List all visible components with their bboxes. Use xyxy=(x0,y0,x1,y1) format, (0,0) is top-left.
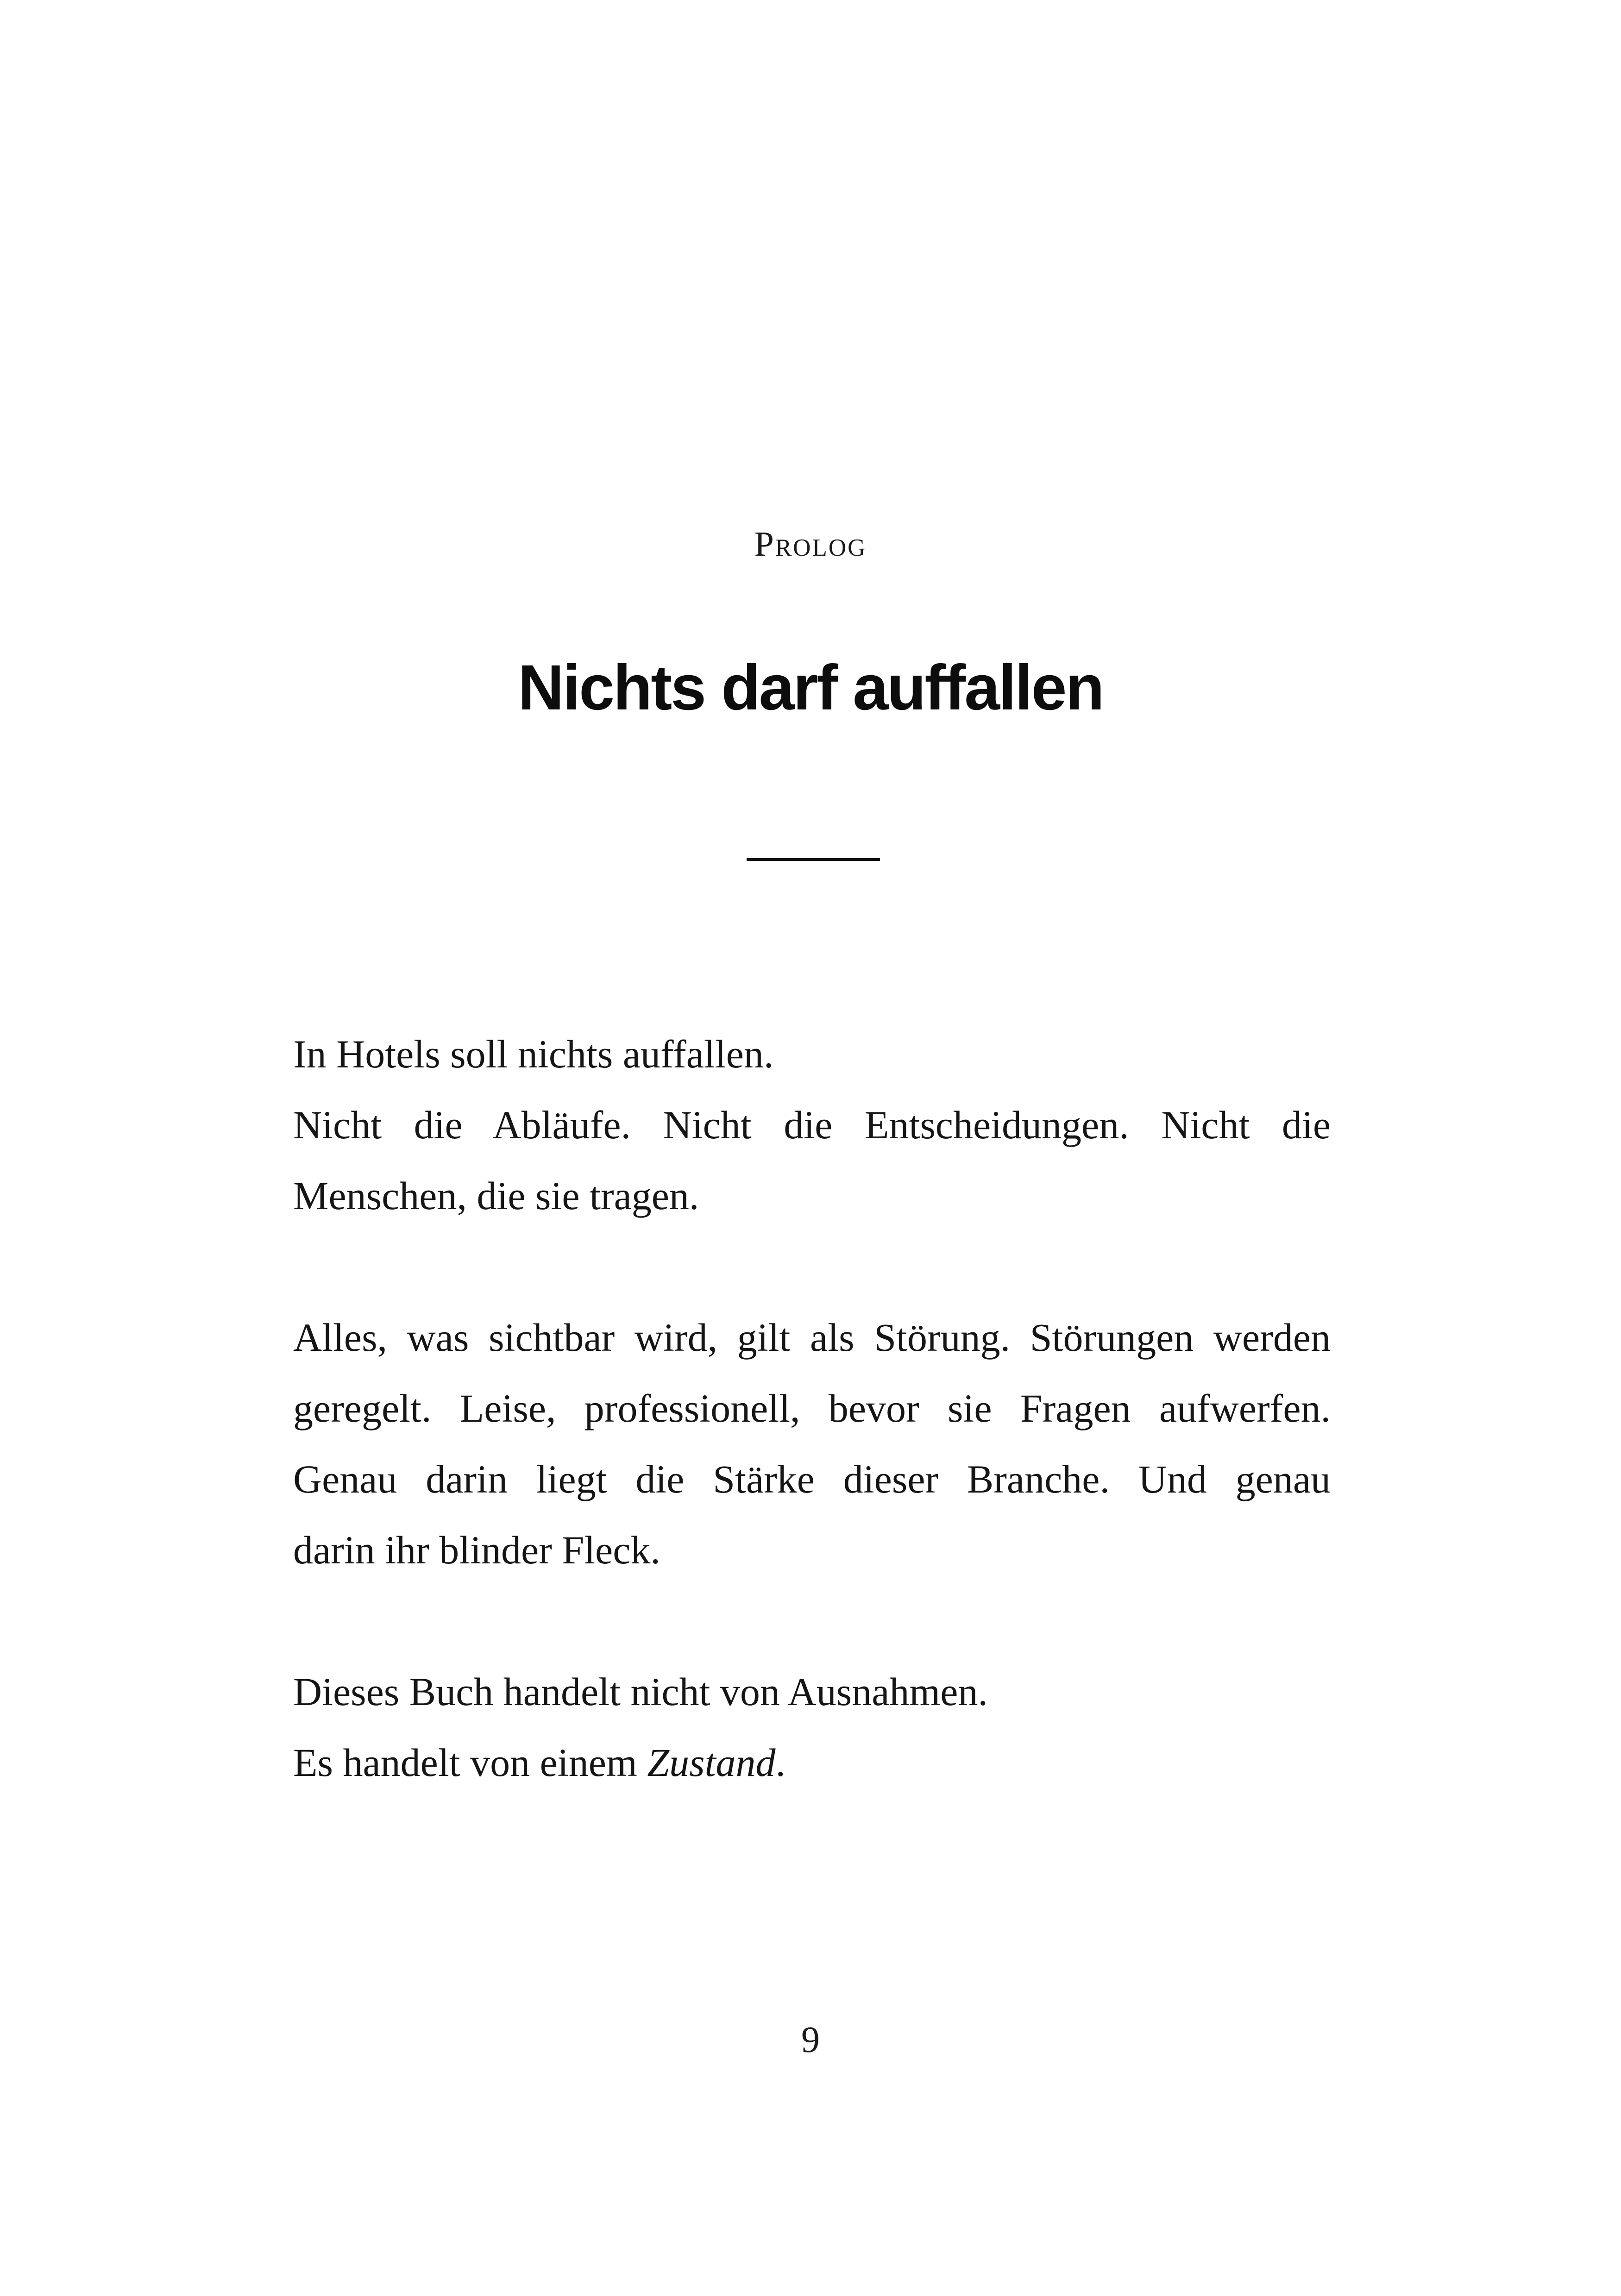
text-line: darin ihr blinder Fleck. xyxy=(293,1528,660,1572)
text-line: Dieses Buch handelt nicht von Ausnahmen. xyxy=(293,1669,988,1714)
emphasized-word: Zustand xyxy=(647,1740,776,1785)
chapter-title: Nichts darf auffallen xyxy=(518,652,1103,723)
page-number: 9 xyxy=(801,2020,820,2060)
paragraph-2 xyxy=(293,1302,1331,1586)
text-line: Genau darin liegt die Stärke dieser Branche. Und genau xyxy=(293,1457,1331,1501)
text-line: Nicht die Abläufe. Nicht die Entscheidungen. Nicht die xyxy=(293,1103,1331,1147)
paragraph-3 xyxy=(293,1656,1331,1798)
text-line: In Hotels soll nichts auffallen. xyxy=(293,1032,774,1076)
divider-rule xyxy=(747,858,880,861)
chapter-label: Prolog xyxy=(754,525,867,564)
body-text xyxy=(293,1019,1331,1798)
text-line: Alles, was sichtbar wird, gilt als Störung. Störungen werden xyxy=(293,1315,1331,1360)
text-segment: Es handelt von einem xyxy=(293,1740,647,1785)
text-line: Menschen, die sie tragen. xyxy=(293,1173,699,1218)
text-line xyxy=(293,1727,1331,1798)
text-line: geregelt. Leise, professionell, bevor sie Fragen aufwerfen. xyxy=(293,1386,1331,1430)
paragraph-1 xyxy=(293,1019,1331,1231)
closing-punctuation: . xyxy=(775,1740,785,1785)
